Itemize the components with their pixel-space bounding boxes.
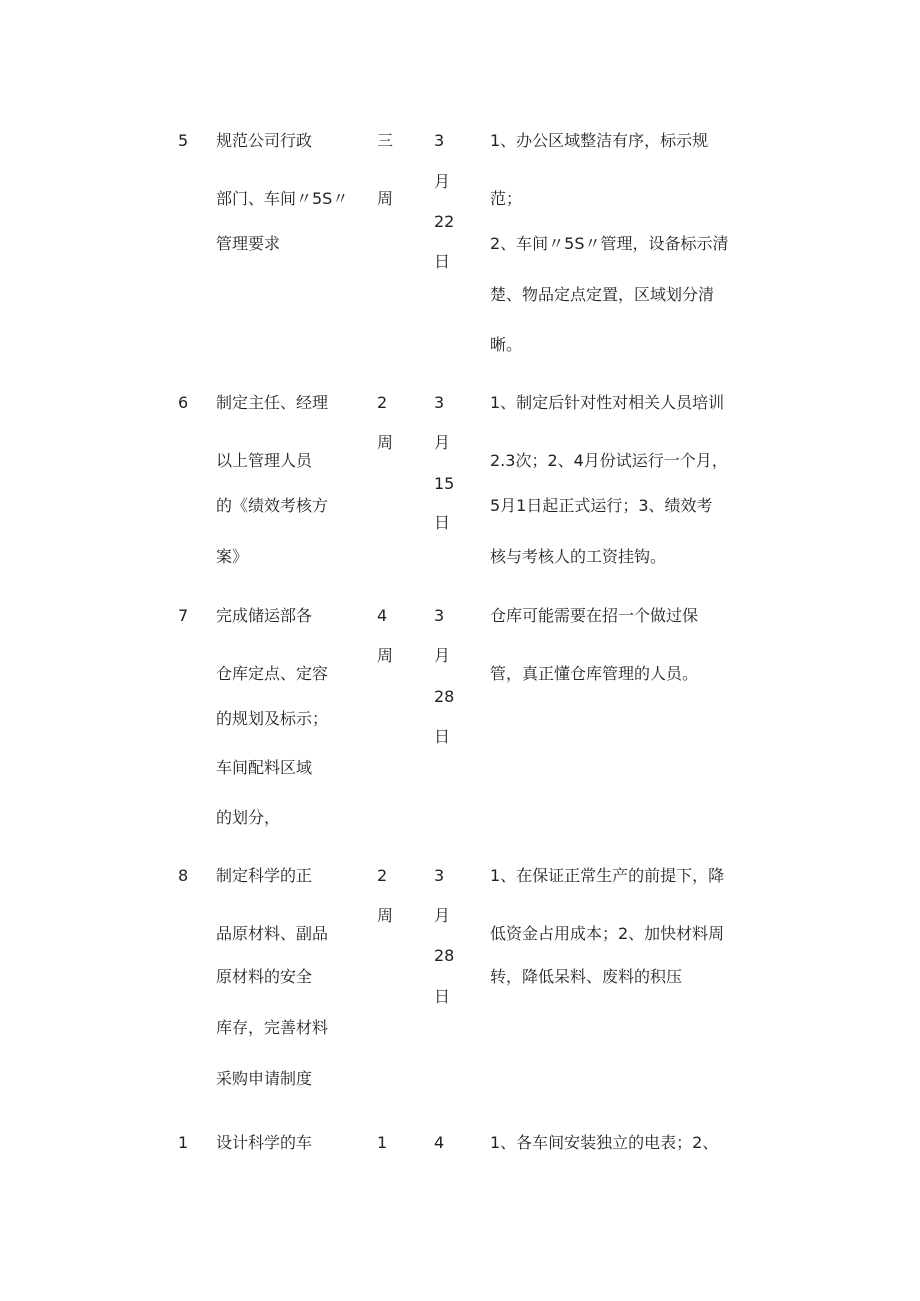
text-line: 15 bbox=[434, 474, 455, 493]
text-line: 的划分， bbox=[216, 808, 281, 827]
text-line: 2 bbox=[377, 866, 388, 885]
text-line: 月 bbox=[434, 172, 451, 191]
text-line: 设计科学的车 bbox=[216, 1133, 313, 1152]
text-line: 1、各车间安装独立的电表；2、 bbox=[490, 1133, 719, 1152]
text-line: 制定主任、经理 bbox=[216, 393, 329, 412]
text-line: 核与考核人的工资挂钩。 bbox=[490, 547, 667, 566]
text-line: 2、车间〃5S〃管理，设备标示清 bbox=[490, 234, 729, 253]
text-line: 采购申请制度 bbox=[216, 1069, 313, 1088]
text-line: 品原材料、副品 bbox=[216, 924, 329, 943]
text-line: 日 bbox=[434, 727, 451, 746]
text-line: 28 bbox=[434, 946, 455, 965]
text-line: 4 bbox=[434, 1133, 445, 1152]
text-line: 日 bbox=[434, 987, 451, 1006]
text-line: 1 bbox=[377, 1133, 388, 1152]
text-line: 2 bbox=[377, 393, 388, 412]
text-line: 管理要求 bbox=[216, 234, 281, 253]
text-line: 1、在保证正常生产的前提下，降 bbox=[490, 866, 725, 885]
text-line: 3 bbox=[434, 131, 445, 150]
text-line: 2.3次；2、4月份试运行一个月， bbox=[490, 451, 728, 470]
text-line: 28 bbox=[434, 687, 455, 706]
text-line: 日 bbox=[434, 513, 451, 532]
text-line: 仓库定点、定容 bbox=[216, 664, 329, 683]
text-line: 月 bbox=[434, 646, 451, 665]
text-line: 月 bbox=[434, 433, 451, 452]
text-line: 的规划及标示； bbox=[216, 709, 329, 728]
row-number: 5 bbox=[178, 131, 189, 150]
text-line: 原材料的安全 bbox=[216, 967, 313, 986]
text-line: 楚、物品定点定置，区域划分清 bbox=[490, 285, 715, 304]
text-line: 仓库可能需要在招一个做过保 bbox=[490, 606, 699, 625]
text-line: 部门、车间〃5S〃 bbox=[216, 189, 349, 208]
text-line: 日 bbox=[434, 252, 451, 271]
row-number: 6 bbox=[178, 393, 189, 412]
row-number: 7 bbox=[178, 606, 189, 625]
text-line: 周 bbox=[377, 906, 394, 925]
text-line: 的《绩效考核方 bbox=[216, 496, 329, 515]
text-line: 制定科学的正 bbox=[216, 866, 313, 885]
text-line: 5月1日起正式运行；3、绩效考 bbox=[490, 496, 713, 515]
text-line: 周 bbox=[377, 189, 394, 208]
text-line: 库存，完善材料 bbox=[216, 1018, 329, 1037]
text-line: 3 bbox=[434, 393, 445, 412]
text-line: 1、办公区域整洁有序，标示规 bbox=[490, 131, 709, 150]
row-number: 1 bbox=[178, 1133, 189, 1152]
text-line: 转，降低呆料、废料的积压 bbox=[490, 967, 683, 986]
text-line: 管，真正懂仓库管理的人员。 bbox=[490, 664, 699, 683]
text-line: 晰。 bbox=[490, 335, 523, 354]
text-line: 3 bbox=[434, 606, 445, 625]
text-line: 低资金占用成本；2、加快材料周 bbox=[490, 924, 725, 943]
text-line: 月 bbox=[434, 906, 451, 925]
text-line: 22 bbox=[434, 212, 455, 231]
text-line: 案》 bbox=[216, 547, 249, 566]
text-line: 3 bbox=[434, 866, 445, 885]
text-line: 周 bbox=[377, 646, 394, 665]
row-number: 8 bbox=[178, 866, 189, 885]
text-line: 车间配料区域 bbox=[216, 758, 313, 777]
text-line: 范； bbox=[490, 189, 523, 208]
text-line: 1、制定后针对性对相关人员培训 bbox=[490, 393, 725, 412]
text-line: 三 bbox=[377, 131, 394, 150]
text-line: 周 bbox=[377, 433, 394, 452]
text-line: 4 bbox=[377, 606, 388, 625]
text-line: 以上管理人员 bbox=[216, 451, 313, 470]
text-line: 完成储运部各 bbox=[216, 606, 313, 625]
text-line: 规范公司行政 bbox=[216, 131, 313, 150]
